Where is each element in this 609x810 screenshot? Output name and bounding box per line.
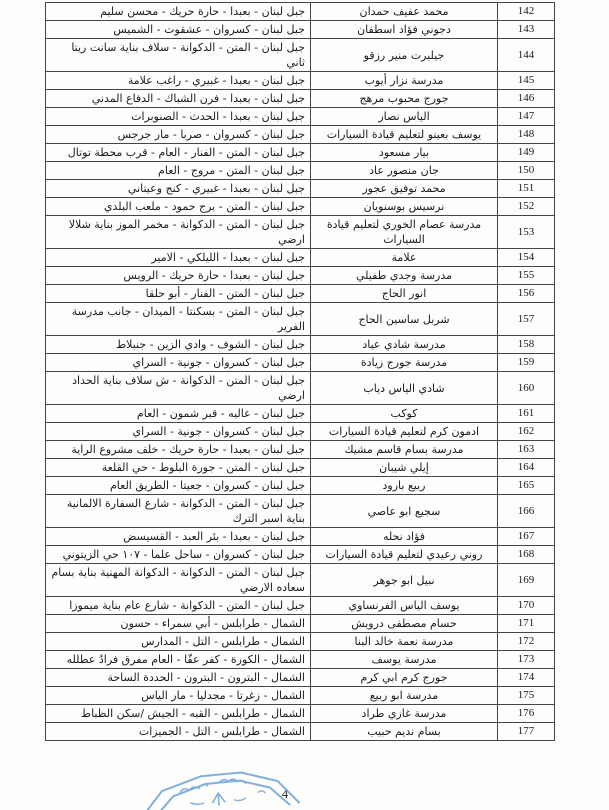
address-cell: جبل لبنان - بعبدا - الليلكي - الامير — [46, 249, 311, 267]
school-name-cell: سجيع ابو عاصي — [311, 495, 498, 528]
row-number-cell: 159 — [498, 354, 555, 372]
address-cell: جبل لبنان - كسروان - جونية - السراي — [46, 354, 311, 372]
row-number-cell: 142 — [498, 3, 555, 21]
school-name-cell: فؤاد نحله — [311, 528, 498, 546]
row-number-cell: 176 — [498, 705, 555, 723]
school-name-cell: مدرسة نعمة خالد البنا — [311, 633, 498, 651]
official-stamp-icon — [139, 765, 301, 810]
table-row — [46, 72, 555, 90]
school-name-cell: مدرسة جورج زيادة — [311, 354, 498, 372]
school-name-cell: ادمون كرم لتعليم قيادة السيارات — [311, 423, 498, 441]
address-cell: الشمال - طرابلس - أبي سمراء - حسون — [46, 615, 311, 633]
row-number-cell: 173 — [498, 651, 555, 669]
address-cell: جبل لبنان - كسروان - صربا - مار جرجس — [46, 126, 311, 144]
school-name-cell: انور الحاج — [311, 285, 498, 303]
table-row — [46, 405, 555, 423]
row-number-cell: 168 — [498, 546, 555, 564]
row-number-cell: 177 — [498, 723, 555, 741]
driving-schools-table — [45, 2, 555, 741]
address-cell: الشمال - طرابلس - التل - الجميزات — [46, 723, 311, 741]
address-cell: الشمال - البترون - البترون - الحددة الساحة — [46, 669, 311, 687]
school-name-cell: مدرسة غازي طراد — [311, 705, 498, 723]
address-cell: جبل لبنان - المتن - الدكوانة - سلاف بناية سانت ريتا ثاني — [46, 39, 311, 72]
row-number-cell: 163 — [498, 441, 555, 459]
row-number-cell: 164 — [498, 459, 555, 477]
table-row — [46, 651, 555, 669]
table-row — [46, 354, 555, 372]
address-cell: جبل لبنان - بعبدا - بئر العبد - القسيسض — [46, 528, 311, 546]
table-row — [46, 285, 555, 303]
school-name-cell: جيلبرت منير رزقو — [311, 39, 498, 72]
school-name-cell: جورج محبوب مرهج — [311, 90, 498, 108]
row-number-cell: 147 — [498, 108, 555, 126]
row-number-cell: 161 — [498, 405, 555, 423]
table-row — [46, 669, 555, 687]
address-cell: جبل لبنان - المتن - جورة البلوط - حي القلعة — [46, 459, 311, 477]
school-name-cell: روني رعيدي لتعليم قيادة السيارات — [311, 546, 498, 564]
address-cell: جبل لبنان - المتن - الدكوانة - شارع عام بناية ميموزا — [46, 597, 311, 615]
table-row — [46, 459, 555, 477]
table-row — [46, 180, 555, 198]
address-cell: جبل لبنان - المتن - الفنار - العام - قرب محطة توتال — [46, 144, 311, 162]
address-cell: جبل لبنان - المتن - الدكوانة - الدكوانة المهنية بناية بسام سعاده الارضي — [46, 564, 311, 597]
school-name-cell: الياس نصار — [311, 108, 498, 126]
school-name-cell: يوسف بعينو لتعليم قيادة السيارات — [311, 126, 498, 144]
address-cell: جبل لبنان - كسروان - عشقوت - الشميس — [46, 21, 311, 39]
table-row — [46, 303, 555, 336]
table-row — [46, 108, 555, 126]
school-name-cell: بسام نديم حبيب — [311, 723, 498, 741]
school-name-cell: مدرسة عصام الخوري لتعليم قيادة السيارات — [311, 216, 498, 249]
school-name-cell: مدرسة بسام قاسم مشيك — [311, 441, 498, 459]
school-name-cell: مدرسة نزار أيوب — [311, 72, 498, 90]
row-number-cell: 146 — [498, 90, 555, 108]
table-row — [46, 336, 555, 354]
address-cell: الشمال - زغرتا - مجدليا - مار الياس — [46, 687, 311, 705]
table-row — [46, 372, 555, 405]
table-row — [46, 705, 555, 723]
school-name-cell: محمد عفيف حمدان — [311, 3, 498, 21]
school-name-cell: يوسف الياس الفرنساوي — [311, 597, 498, 615]
row-number-cell: 143 — [498, 21, 555, 39]
table-row — [46, 21, 555, 39]
address-cell: جبل لبنان - كسروان - جونية - السراي — [46, 423, 311, 441]
school-name-cell: مدرسة يوسف — [311, 651, 498, 669]
table-row — [46, 162, 555, 180]
table-row — [46, 633, 555, 651]
row-number-cell: 151 — [498, 180, 555, 198]
row-number-cell: 145 — [498, 72, 555, 90]
table-row — [46, 90, 555, 108]
address-cell: الشمال - طرابلس - القبه - الجيش /سكن الظباط — [46, 705, 311, 723]
table-row — [46, 216, 555, 249]
row-number-cell: 175 — [498, 687, 555, 705]
table-row — [46, 144, 555, 162]
school-name-cell: جان منصور عاد — [311, 162, 498, 180]
row-number-cell: 154 — [498, 249, 555, 267]
row-number-cell: 162 — [498, 423, 555, 441]
address-cell: جبل لبنان - عاليه - قبر شمون - العام — [46, 405, 311, 423]
address-cell: جبل لبنان - المتن - الدكوانة - مخمر الموز بناية شلالا ارضي — [46, 216, 311, 249]
address-cell: جبل لبنان - المتن - مروج - العام — [46, 162, 311, 180]
row-number-cell: 144 — [498, 39, 555, 72]
address-cell: جبل لبنان - المتن - بسكنتا - الميدان - جانب مدرسة الفرير — [46, 303, 311, 336]
address-cell: جبل لبنان - المتن - الدكوانة - شارع السفارة الالمانية بناية اسبر الترك — [46, 495, 311, 528]
address-cell: جبل لبنان - بعبدا - غبيري - كنج وعيتاني — [46, 180, 311, 198]
school-name-cell: مدرسة وجدي طفيلي — [311, 267, 498, 285]
school-name-cell: كوكب — [311, 405, 498, 423]
table-row — [46, 126, 555, 144]
address-cell: جبل لبنان - المتن - برج حمود - ملعب البلدي — [46, 198, 311, 216]
row-number-cell: 167 — [498, 528, 555, 546]
table-row — [46, 495, 555, 528]
table-row — [46, 723, 555, 741]
table-row — [46, 528, 555, 546]
address-cell: جبل لبنان - بعبدا - حارة حريك - الرويس — [46, 267, 311, 285]
table-row — [46, 597, 555, 615]
school-name-cell: دجوني فؤاد اسطفان — [311, 21, 498, 39]
row-number-cell: 174 — [498, 669, 555, 687]
address-cell: جبل لبنان - بعبدا - حارة حريك - محسن سليم — [46, 3, 311, 21]
school-name-cell: إيلي شيبان — [311, 459, 498, 477]
school-name-cell: علامة — [311, 249, 498, 267]
row-number-cell: 158 — [498, 336, 555, 354]
table-row — [46, 687, 555, 705]
table-body — [46, 3, 555, 741]
row-number-cell: 153 — [498, 216, 555, 249]
table-row — [46, 615, 555, 633]
address-cell: الشمال - الكورة - كفر عقّا - العام مفرق فرادُ عطلله — [46, 651, 311, 669]
row-number-cell: 166 — [498, 495, 555, 528]
school-name-cell: محمد توفيق عجور — [311, 180, 498, 198]
table-row — [46, 546, 555, 564]
row-number-cell: 157 — [498, 303, 555, 336]
address-cell: الشمال - طرابلس - التل - المدارس — [46, 633, 311, 651]
table-row — [46, 3, 555, 21]
row-number-cell: 148 — [498, 126, 555, 144]
row-number-cell: 152 — [498, 198, 555, 216]
row-number-cell: 171 — [498, 615, 555, 633]
address-cell: جبل لبنان - الشوف - وادي الزين - جنبلاط — [46, 336, 311, 354]
school-name-cell: بيار مسعود — [311, 144, 498, 162]
row-number-cell: 155 — [498, 267, 555, 285]
school-name-cell: نبيل ابو جوهر — [311, 564, 498, 597]
address-cell: جبل لبنان - بعبدا - الحدث - الصنوبرات — [46, 108, 311, 126]
row-number-cell: 165 — [498, 477, 555, 495]
table-row — [46, 198, 555, 216]
school-name-cell: جورج كرم ابي كرم — [311, 669, 498, 687]
row-number-cell: 150 — [498, 162, 555, 180]
school-name-cell: شادي الياس دياب — [311, 372, 498, 405]
address-cell: جبل لبنان - بعبدا - فرن الشباك - الدفاع المدني — [46, 90, 311, 108]
table-row — [46, 267, 555, 285]
school-name-cell: حسام مصطفى درويش — [311, 615, 498, 633]
row-number-cell: 156 — [498, 285, 555, 303]
row-number-cell: 170 — [498, 597, 555, 615]
row-number-cell: 169 — [498, 564, 555, 597]
address-cell: جبل لبنان - كسروان - ساحل علما - ١٠٧ حي الزيتوني — [46, 546, 311, 564]
school-name-cell: شربل ساسين الحاج — [311, 303, 498, 336]
address-cell: جبل لبنان - المتن - الفنار - أبو حلقا — [46, 285, 311, 303]
table-row — [46, 39, 555, 72]
address-cell: جبل لبنان - المتن - الدكوانة - ش سلاف بناية الحداد ارضي — [46, 372, 311, 405]
school-name-cell: نرسيس بوسنويان — [311, 198, 498, 216]
table-row — [46, 564, 555, 597]
row-number-cell: 172 — [498, 633, 555, 651]
row-number-cell: 149 — [498, 144, 555, 162]
row-number-cell: 160 — [498, 372, 555, 405]
table-row — [46, 441, 555, 459]
table-row — [46, 477, 555, 495]
page-number: 4 — [281, 787, 289, 801]
school-name-cell: ربيع بارود — [311, 477, 498, 495]
address-cell: جبل لبنان - بعبدا - غبيري - راغب علامة — [46, 72, 311, 90]
school-name-cell: مدرسة ابو ربيع — [311, 687, 498, 705]
table-row — [46, 423, 555, 441]
table-row — [46, 249, 555, 267]
address-cell: جبل لبنان - كسروان - جعيتا - الطريق العام — [46, 477, 311, 495]
school-name-cell: مدرسة شادي عياد — [311, 336, 498, 354]
address-cell: جبل لبنان - بعبدا - حارة حريك - خلف مشروع الراية — [46, 441, 311, 459]
